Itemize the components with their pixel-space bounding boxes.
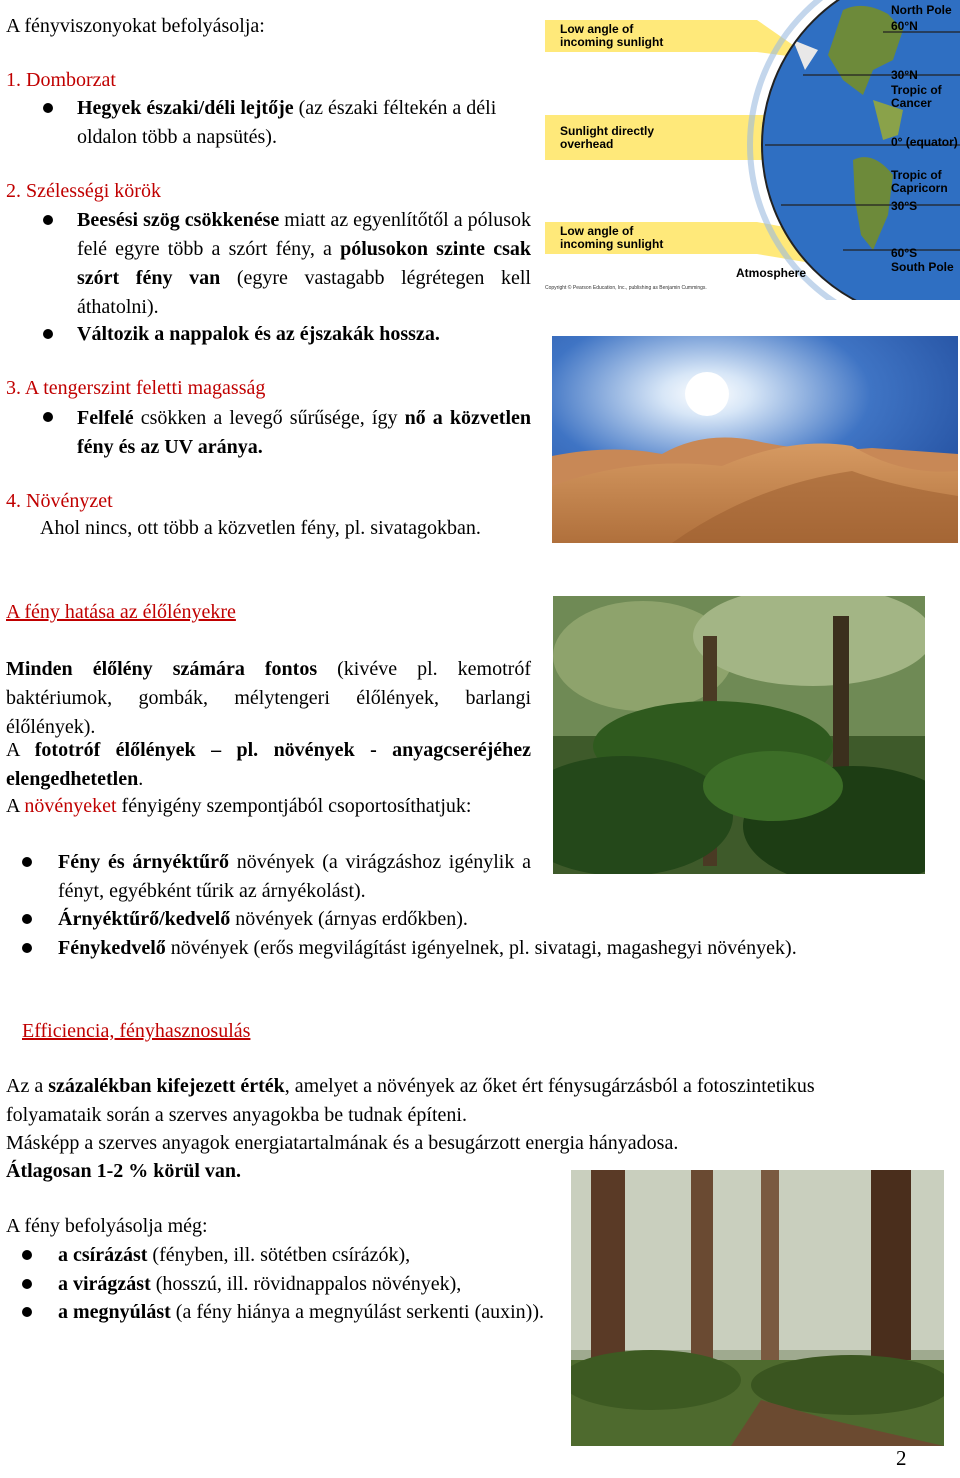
plant-group-1: Fény és árnyéktűrő növények (a virágzáshoz igénylik a fényt, egyébként tűrik az árnyékolást). xyxy=(58,851,531,902)
label-30n: 30°N xyxy=(891,68,918,82)
label-direct-1: Sunlight directly xyxy=(560,124,655,138)
section-2-title: 2. Szélességi körök xyxy=(6,180,161,202)
bullet-icon xyxy=(43,103,53,113)
label-30s: 30°S xyxy=(891,199,918,213)
desert-photo xyxy=(552,336,958,543)
bullet-icon xyxy=(22,914,32,924)
efficiency-title: Efficiencia, fényhasznosulás xyxy=(22,1020,251,1042)
rainforest-photo xyxy=(553,596,925,874)
label-cancer-1: Tropic of xyxy=(891,83,942,97)
section-2-bullet-2: Változik a nappalok és az éjszakák hossza. xyxy=(77,323,440,345)
bullet-icon xyxy=(22,1307,32,1317)
bullet-icon xyxy=(22,857,32,867)
bullet-icon xyxy=(22,1250,32,1260)
label-direct-2: overhead xyxy=(560,137,614,151)
label-equator: 0° (equator) xyxy=(891,135,958,149)
label-cancer-2: Cancer xyxy=(891,96,932,110)
section-3-title: 3. A tengerszint feletti magasság xyxy=(6,377,266,399)
more-intro: A fény befolyásolja még: xyxy=(6,1215,208,1237)
more-item: a megnyúlást (a fény hiánya a megnyúlást serkenti (auxin)). xyxy=(58,1301,544,1323)
bullet-icon xyxy=(22,1279,32,1289)
section-1-bullet: Hegyek északi/déli lejtője (az északi féltekén a déli oldalon több a napsütés). xyxy=(77,97,497,148)
label-60s: 60°S xyxy=(891,246,918,260)
label-low-angle-top-1: Low angle of xyxy=(560,22,634,36)
section-3-bullet: Felfelé csökken a levegő sűrűsége, így nő a közvetlen fény és az UV aránya. xyxy=(77,407,532,458)
bullet-icon xyxy=(43,412,53,422)
label-south-pole: South Pole xyxy=(891,260,954,274)
label-low-angle-top-2: incoming sunlight xyxy=(560,35,664,49)
page-heading: A fényviszonyokat befolyásolja: xyxy=(6,15,265,37)
more-item: a virágzást (hosszú, ill. rövidnappalos növények), xyxy=(58,1273,462,1295)
label-60n: 60°N xyxy=(891,19,918,33)
efficiency-alt: Másképp a szerves anyagok energiatartalmának és a besugárzott energia hányadosa. xyxy=(6,1132,679,1154)
sunlight-angle-diagram xyxy=(543,0,960,300)
section-2-bullet-1: Beesési szög csökkenése miatt az egyenlítőtől a pólusok felé egyre több a szórt fény, a pólusokon szinte csak szórt fény van (egyre vastagabb légrétegen kell áthatolni). xyxy=(77,209,531,318)
effect-paragraph-2: A fototróf élőlények – pl. növények - anyagcseréjéhez elengedhetetlen. xyxy=(6,739,531,790)
section-1-title: 1. Domborzat xyxy=(6,69,116,91)
section-4-text: Ahol nincs, ott több a közvetlen fény, pl. sivatagokban. xyxy=(40,517,481,539)
effect-paragraph-3: A növényeket fényigény szempontjából csoportosíthatjuk: xyxy=(6,795,472,817)
plant-group-3: Fénykedvelő növények (erős megvilágítást igényelnek, pl. sivatagi, magashegyi növények). xyxy=(58,937,797,959)
label-low-angle-bottom-1: Low angle of xyxy=(560,224,634,238)
section-4-title: 4. Növényzet xyxy=(6,490,113,512)
more-item: a csírázást (fényben, ill. sötétben csírázók), xyxy=(58,1244,411,1266)
bullet-icon xyxy=(22,943,32,953)
label-north-pole: North Pole xyxy=(891,3,952,17)
label-low-angle-bottom-2: incoming sunlight xyxy=(560,237,664,251)
bullet-icon xyxy=(43,329,53,339)
sun-icon xyxy=(685,372,729,416)
efficiency-definition: Az a százalékban kifejezett érték, amelyet a növények az őket ért fénysugárzásból a fotoszintetikus folyamataik során a szerves anyagokba be tudnak építeni. xyxy=(6,1075,815,1126)
bullet-icon xyxy=(43,215,53,225)
effect-title: A fény hatása az élőlényekre xyxy=(6,601,236,623)
redwood-forest-photo xyxy=(571,1170,944,1446)
efficiency-average: Átlagosan 1-2 % körül van. xyxy=(6,1160,242,1182)
copyright-text: Copyright © Pearson Education, Inc., publishing as Benjamin Cummings. xyxy=(545,285,707,291)
label-capricorn-1: Tropic of xyxy=(891,168,942,182)
plant-group-2: Árnyéktűrő/kedvelő növények (árnyas erdőkben). xyxy=(58,908,468,930)
label-atmosphere: Atmosphere xyxy=(736,266,807,280)
effect-paragraph-1: Minden élőlény számára fontos (kivéve pl. kemotróf baktériumok, gombák, mélytengeri élőlények, barlangi élőlények). xyxy=(6,658,531,738)
label-capricorn-2: Capricorn xyxy=(891,181,948,195)
page-number: 2 xyxy=(896,1446,907,1470)
